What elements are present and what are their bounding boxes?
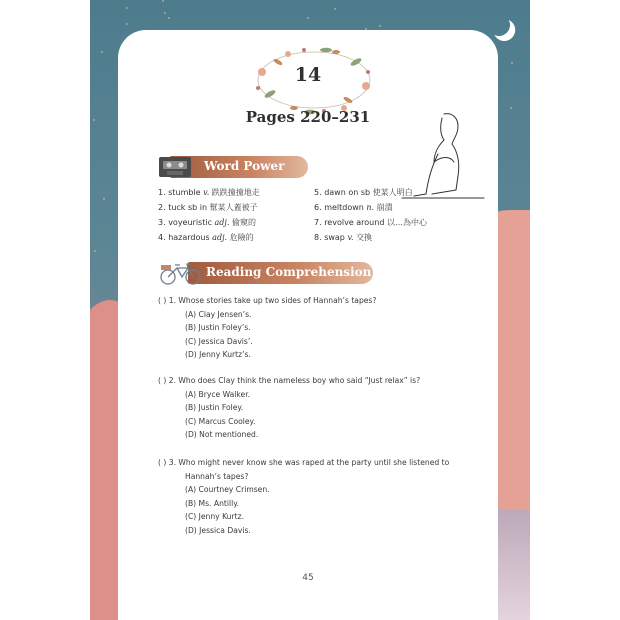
- vocab-translation: 使某人明白: [372, 188, 413, 197]
- answer-option: (D) Jessica Davis.: [185, 525, 251, 535]
- vocab-item: [314, 202, 393, 213]
- bicycle-icon: [158, 260, 204, 286]
- answer-option: (C) Jessica Davis’.: [185, 336, 253, 346]
- vocab-word: swap: [324, 233, 345, 242]
- vocab-word: hazardous: [168, 233, 210, 242]
- vocab-item: [314, 232, 372, 243]
- vocab-item: [158, 202, 258, 213]
- vocab-pos: v.: [347, 233, 354, 242]
- vocab-translation: 崩潰: [376, 203, 393, 212]
- speckle-dot: [126, 7, 128, 9]
- speckle-dot: [334, 8, 336, 10]
- vocab-number: 6.: [314, 203, 322, 212]
- answer-option: (D) Jenny Kurtz’s.: [185, 350, 251, 359]
- vocab-pos: adj.: [214, 218, 230, 227]
- page-number: 45: [302, 573, 314, 583]
- vocab-number: 3.: [158, 218, 166, 227]
- speckle-dot: [101, 51, 103, 53]
- vocab-number: 2.: [158, 203, 166, 212]
- answer-option: (B) Justin Foley’s.: [185, 323, 251, 332]
- vocab-pos: adj.: [212, 233, 228, 242]
- answer-option: (B) Justin Foley.: [185, 403, 244, 412]
- vocab-word: meltdown: [324, 203, 364, 212]
- chapter-number: 14: [294, 64, 322, 86]
- answer-option: (B) Ms. Antilly.: [185, 498, 240, 508]
- question-text: ( ) 2. Who does Clay think the nameless boy who said “Just relax” is?: [158, 376, 421, 385]
- vocab-pos: n.: [366, 203, 375, 212]
- speckle-dot: [162, 0, 164, 2]
- vocab-translation: 跌跌撞撞地走: [211, 188, 260, 197]
- vocab-translation: 以…為中心: [386, 218, 427, 227]
- speckle-dot: [126, 23, 128, 25]
- vocab-word: dawn on sb: [324, 188, 371, 197]
- vocab-number: 5.: [314, 188, 322, 197]
- speckle-dot: [379, 25, 381, 27]
- vocab-pos: v.: [203, 188, 210, 197]
- vocab-number: 4.: [158, 233, 166, 242]
- vocab-item: [158, 217, 256, 228]
- vocab-number: 8.: [314, 233, 322, 242]
- speckle-dot: [103, 198, 105, 200]
- question-text: ( ) 3. Who might never know she was raped at the party until she listened to: [158, 458, 450, 467]
- speckle-dot: [510, 107, 512, 109]
- crescent-moon-icon: [486, 12, 511, 37]
- vocab-translation: 危險的: [229, 233, 254, 242]
- reading-comprehension-banner: [158, 260, 373, 286]
- vocab-translation: 交換: [356, 233, 373, 242]
- vocab-word: voyeuristic: [168, 218, 212, 227]
- vocab-item: [314, 217, 427, 228]
- speckle-dot: [511, 62, 513, 64]
- vocab-item: [158, 187, 260, 198]
- speckle-dot: [168, 17, 170, 19]
- vocab-word: tuck sb in: [168, 203, 208, 212]
- vocab-number: 1.: [158, 188, 166, 197]
- answer-option: (A) Clay Jensen’s.: [185, 309, 252, 319]
- reading-comprehension-heading: Reading Comprehension: [206, 265, 372, 279]
- word-power-heading: Word Power: [204, 159, 285, 173]
- speckle-dot: [93, 119, 95, 121]
- pages-title: Pages 220–231: [245, 108, 371, 126]
- vocab-item: [314, 187, 413, 198]
- vocab-translation: 偷窺的: [232, 218, 256, 227]
- vocab-translation: 幫某人蓋被子: [209, 203, 258, 212]
- answer-option: (C) Marcus Cooley.: [185, 416, 256, 426]
- book-page: [90, 0, 530, 620]
- answer-option: (A) Bryce Walker.: [185, 389, 251, 399]
- speckle-dot: [307, 17, 309, 19]
- vocab-word: stumble: [168, 188, 201, 197]
- question-text: ( ) 1. Whose stories take up two sides of Hannah’s tapes?: [158, 296, 377, 305]
- answer-option: (C) Jenny Kurtz.: [185, 512, 244, 521]
- word-power-banner: [158, 154, 308, 180]
- content-card: [118, 30, 498, 620]
- speckle-dot: [94, 250, 96, 252]
- speckle-dot: [164, 12, 166, 14]
- answer-option: (A) Courtney Crimsen.: [185, 485, 270, 494]
- question-text-continued: Hannah’s tapes?: [185, 471, 249, 481]
- answer-option: (D) Not mentioned.: [185, 430, 259, 439]
- vocab-number: 7.: [314, 218, 322, 227]
- vocab-word: revolve around: [324, 218, 385, 227]
- vocab-item: [158, 232, 254, 243]
- cassette-tape-icon: [158, 154, 192, 180]
